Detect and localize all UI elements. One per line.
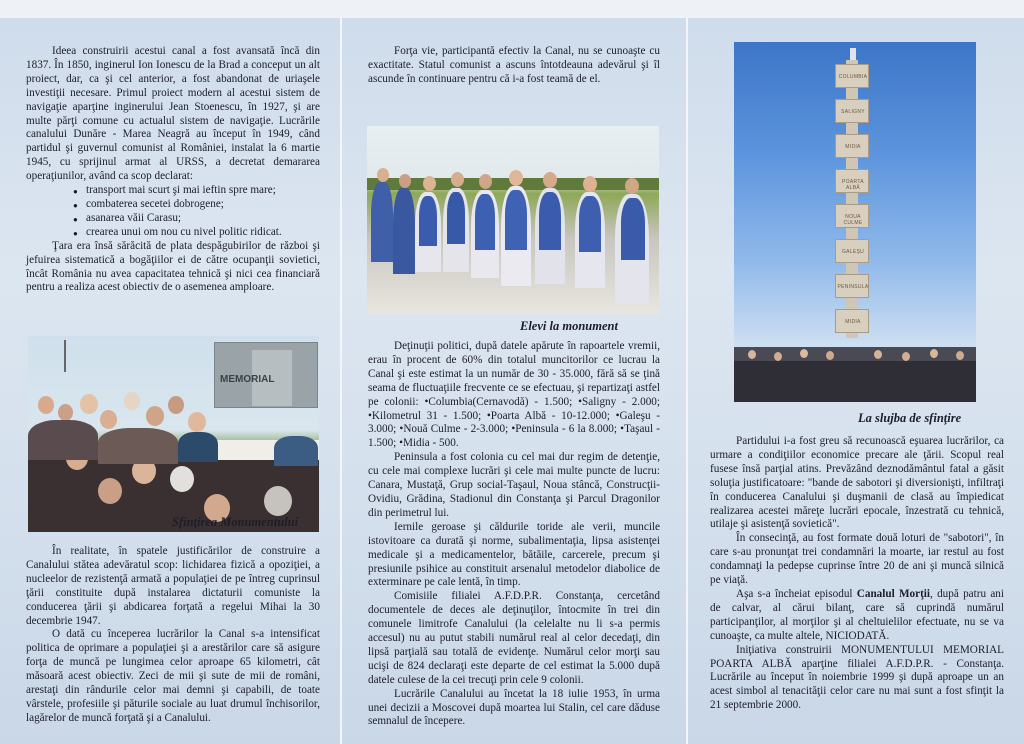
person-head xyxy=(748,350,756,359)
person-head xyxy=(170,466,194,492)
workforce-text xyxy=(368,45,660,87)
oppression-paragraph: O dată cu începerea lucrărilor la Canal s-a intensificat politica de oprimare a populaţiei şi a arestărilor care să asigure forţa de muncă pe lungimea celor aproape 65 kilometri, cât măsoară acest obiectiv. Zeci de mii şi sute de mii de români, arestaţi din rândurile celor mai demni şi capabili, de toate vârstele, profesiile şi păturile sociale au luat drumul închisorilor, lagărelor de muncă forţată şi a Canalului. xyxy=(26,628,320,724)
antenna-mast xyxy=(64,340,66,372)
list-item: ● transport mai scurt şi mai ieftin spre mare; xyxy=(86,184,320,198)
monument-block-label: COLUMBIA xyxy=(838,74,868,80)
person-head xyxy=(38,396,54,414)
student-head xyxy=(423,176,436,191)
monument-block xyxy=(835,99,869,123)
student-vest xyxy=(475,194,495,250)
person-head xyxy=(902,352,910,361)
person-head xyxy=(930,349,938,358)
person-body xyxy=(274,436,318,466)
intro-paragraph: Ideea construirii acestui canal a fost avansată încă din 1837. În 1850, inginerul Ion Ionescu de la Brad a conceput un alt proiect, dar, ca şi cel anterior, a fost abandonat de uriaşele investiţii necesare. Primul proiect modern al acestui sistem de navigaţie aparţine inginerului Jean Stoenescu, în 1927, şi are multe părţi comune cu actualul sistem de navigaţie. Lucrările canalului Dunăre - Marea Neagră au început în 1949, când partidul şi guvernul comunist al României, instalat la 6 martie 1945, cu sprijinul armat al URSS, a decretat demararea operaţiunilor, având ca scop declarat: xyxy=(26,45,320,183)
student-head xyxy=(583,176,597,192)
student-vest xyxy=(447,192,465,244)
saboteurs-paragraph: În consecinţă, au fost formate două loturi de "sabotori", în care s-au pronunţat trei condamnări la moarte, iar restul au fost condamnaţi la pedepse cuprinse între 20 de ani şi muncă silnică pe viaţă. xyxy=(710,532,1004,587)
consecration-caption: Sfinţirea Monumentului xyxy=(172,515,299,529)
conditions-paragraph: Iernile geroase şi căldurile toride ale verii, muncile istovitoare ca durată şi norme, subalimentaţia, lipsa asistenţei medicale şi a medicamentelor, bătăile, carcerele, precum şi presiunile psihice au constituit arsenalul metodelor diabolice de exterminare pe cale lentă, în timp. xyxy=(368,520,660,589)
student-head xyxy=(509,170,523,186)
episode-text-start: Aşa s-a încheiat episodul xyxy=(736,587,857,600)
workforce-paragraph: Forţa vie, participantă efectiv la Canal, nu se cunoaşte cu exactitate. Statul comunist a ascuns întotdeauna adevărul şi îl ascunde în continuare pentru că i-a fost teamă de el. xyxy=(368,45,660,85)
monument-cross xyxy=(850,48,856,60)
person-head xyxy=(774,352,782,361)
goals-list xyxy=(26,184,320,240)
student-body xyxy=(371,182,393,262)
person-head xyxy=(800,349,808,358)
monument-block xyxy=(835,64,869,88)
monument-block-label: GALEŞU xyxy=(841,249,865,255)
prisoners-text xyxy=(368,340,660,729)
aftermath-text xyxy=(710,435,1004,713)
party-paragraph: Partidului i-a fost greu să recunoască eşuarea lucrărilor, ca urmare a condiţiilor economice precare ale ţării. Scopul real fusese însă parţial atins. Prevăzând deznodământul fatal a găsit soluţia justificatoare: "bande de sabotori şi diversionişti, infiltraţi în conducerea Canalului şi duşmanii de clasă au împiedicat realizarea acestei măreţe lucrări epocale, înzestrată cu tehnică, utilaje şi asistenţă sovietică". xyxy=(710,435,1004,531)
person-body xyxy=(98,428,178,464)
student-head xyxy=(451,172,464,187)
students-photo xyxy=(367,126,659,314)
canal-of-death: Canalul Morţii xyxy=(856,587,931,600)
intro-text xyxy=(26,45,320,295)
initiative-paragraph: Iniţiativa construirii MONUMENTULUI MEMORIAL POARTA ALBĂ aparţine filialei A.F.D.P.R. - Constanţa. Lucrările au început în noiembrie 1999 şi după aproape un an acest simbol al tenacităţii celor care nu mai sunt a fost sfinţit la 21 septembrie 2000. xyxy=(710,643,1004,712)
reality-text xyxy=(26,545,320,726)
list-item: ● asanarea văii Carasu; xyxy=(86,212,320,226)
monument-block xyxy=(835,134,869,158)
person-head xyxy=(100,410,117,429)
monument-block-label: MIDIA xyxy=(845,144,861,150)
student-vest xyxy=(505,190,527,250)
monument-block xyxy=(835,309,869,333)
episode-paragraph xyxy=(710,588,1004,644)
student-vest xyxy=(579,196,601,252)
monument-block-label: NOUA CULME xyxy=(843,214,863,226)
student-head xyxy=(479,174,492,189)
monument-block xyxy=(835,239,869,263)
person-body xyxy=(178,432,218,462)
monument-block xyxy=(835,169,869,193)
student-vest xyxy=(539,192,561,250)
student-vest xyxy=(621,198,645,260)
person-body xyxy=(28,420,98,460)
panel-right xyxy=(688,18,1024,744)
panel-middle xyxy=(342,18,686,744)
person-head xyxy=(874,350,882,359)
prisoners-paragraph: Deţinuţii politici, după datele apărute în rapoartele vremii, erau în procent de 60% din totalul muncitorilor ce lucrau la Canal şi este estimat la un număr de 30 - 35.000, fără să se ţină seama de fluctuaţiile frecvente ce se efectuau, şi repartizaţi astfel pe colonii: •Columbia(Cernavodă) - 1.500; •Saligny - 2.000; •Kilometrul 31 - 1.500; •Poarta Albă - 10-12.000; •Galeşu - 3.000; •Nouă Culme - 2-3.000; •Peninsula - 6 la 8.000; •Taşaul - 1.500; •Midia - 500. xyxy=(368,340,660,450)
reality-paragraph: În realitate, în spatele justificărilor de construire a Canalului stătea adevăratul scop: lichidarea fizică a opoziţiei, a nucleelor de rezistenţă armată a populaţiei de pe întreg cuprinsul ţării constituite după instalarea dictaturii comuniste la conducerea ţării şi abdicarea forţată a regelui Mihai la 30 decembrie 1947. xyxy=(26,545,320,627)
student-head xyxy=(399,174,411,188)
person-head xyxy=(146,406,164,426)
person-head xyxy=(168,396,184,414)
person-head xyxy=(188,412,206,432)
country-paragraph: Ţara era însă sărăcită de plata despăgubirilor de război şi jefuirea sistematică a bogăţiilor ei de către ocupanţii sovietici, încât România nu avea capacitatea tehnică şi nici cea financiară pentru a realiza acest obiectiv de o asemenea amploare. xyxy=(26,239,320,294)
person-head xyxy=(124,392,140,410)
student-body xyxy=(393,188,415,274)
episode-text-end: , după patru ani de calvar, al cărui bilanţ, care să cuprindă numărul participanţilor, al morţilor şi al cheltuielilor efectuate, nu se va cunoaşte, ca multe altele, NICIODATĂ. xyxy=(710,587,1004,642)
list-item: ● crearea unui om nou cu nivel politic ridicat. xyxy=(86,226,320,240)
students-caption: Elevi la monument xyxy=(520,319,618,333)
ceremony-caption: La slujba de sfinţire xyxy=(858,411,962,425)
student-head xyxy=(377,168,389,182)
memorial-sign: MEMORIAL xyxy=(220,374,275,385)
list-item: ● combaterea secetei dobrogene; xyxy=(86,198,320,212)
peninsula-paragraph: Peninsula a fost colonia cu cel mai dur regim de detenţie, cu cele mai complexe lucrări şi cele mai multe puncte de lucru: Canara, Mustaţă, Grup social-Taşaul, Noua stâncă, Construcţii-Ovidiu, Grădina, Stadionul din Constanţa şi Parcul Dragonilor din perimetrul lui. xyxy=(368,451,660,519)
panel-left xyxy=(0,18,340,744)
person-head xyxy=(98,478,122,504)
commission-paragraph: Comisiile filialei A.F.D.P.R. Constanţa, cercetând documentele de deces ale deţinuţilor, întocmite în trei din comunele limitrofe Canalului (la celelalte nu li s-a permis accesul) nu au putut stabili numărul real al celor decedaţi, din lipsă parţială sau totală de evidenţe. Numărul celor morţi sau ucişi de 824 declaraţi este departe de cel estimat la 5.000 după datele culese de la cei trecuţi prin cele 9 colonii. xyxy=(368,590,660,686)
monument-photo xyxy=(734,42,976,402)
person-head xyxy=(826,351,834,360)
monument-block-label: SALIGNY xyxy=(841,109,865,115)
monument-block xyxy=(835,274,869,298)
student-vest xyxy=(419,196,437,246)
end-works-paragraph: Lucrările Canalului au încetat la 18 iulie 1953, în urma unei decizii a Moscovei după moartea lui Stalin, cel care dăduse semnalul de începere. xyxy=(368,687,660,728)
student-head xyxy=(543,172,557,188)
monument-block-label: PENINSULA xyxy=(837,284,869,290)
person-head xyxy=(58,404,73,421)
consecration-photo xyxy=(28,336,319,532)
monument-block-label: POARTA ALBĂ xyxy=(842,179,864,191)
person-head xyxy=(264,486,292,516)
monument-block xyxy=(835,204,869,228)
crowd-top xyxy=(734,347,976,361)
student-head xyxy=(625,178,639,194)
person-head xyxy=(956,351,964,360)
monument-block-label: MIDIA xyxy=(845,319,861,325)
person-head xyxy=(80,394,98,414)
